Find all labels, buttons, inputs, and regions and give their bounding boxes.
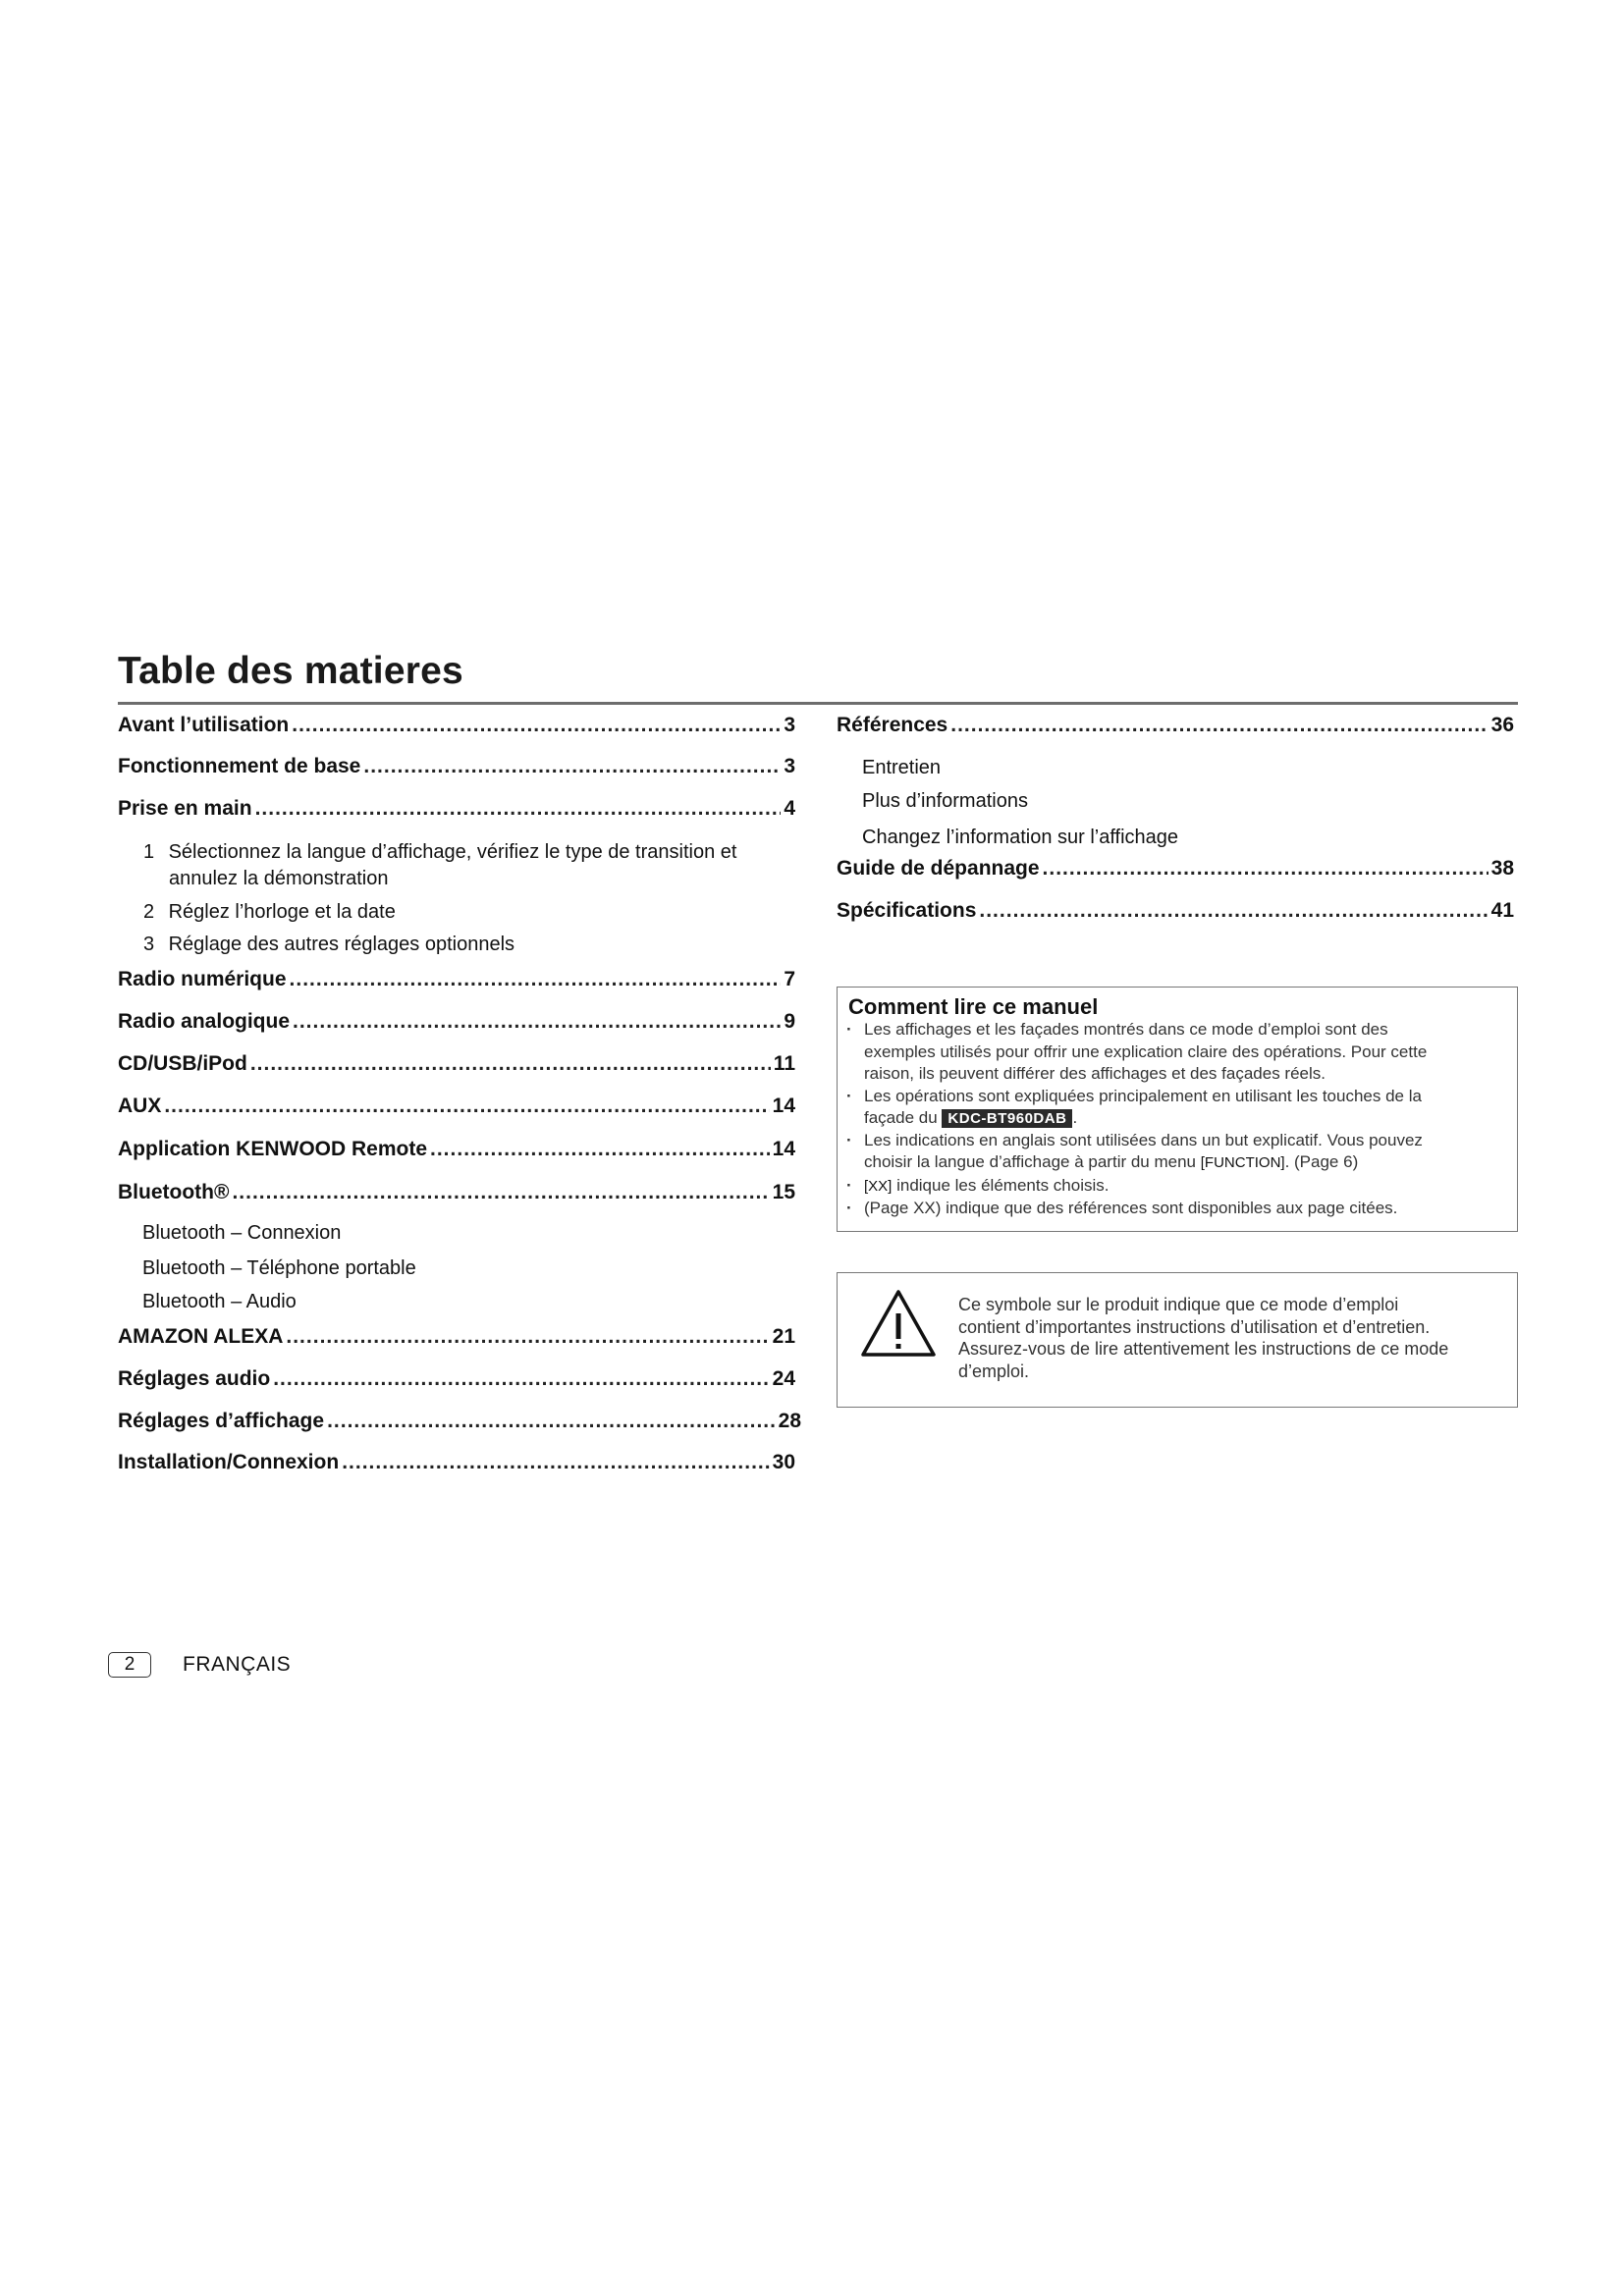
leader-dots — [1043, 857, 1489, 881]
toc-entry-radio-numerique[interactable] — [118, 968, 795, 991]
toc-entry-page: 21 — [772, 1325, 795, 1348]
bullet-line: · Les opérations sont expliquées principalement en utilisant les touches de la — [864, 1086, 1422, 1105]
toc-entry-label: Fonctionnement de base — [118, 755, 361, 777]
manual-info-bullets — [844, 1019, 1512, 1220]
toc-sub-step-3[interactable] — [143, 934, 514, 956]
toc-entry-label: CD/USB/iPod — [118, 1052, 247, 1075]
step-number: 1 — [143, 841, 155, 863]
toc-entry-page: 4 — [784, 797, 795, 820]
leader-dots — [292, 714, 781, 737]
toc-entry-page: 7 — [784, 968, 795, 990]
toc-entry-cd-usb-ipod[interactable] — [118, 1052, 795, 1076]
toc-entry-label: Radio numérique — [118, 968, 287, 990]
leader-dots — [327, 1410, 776, 1433]
manual-bullet-3 — [844, 1130, 1512, 1175]
toc-entry-bluetooth[interactable] — [118, 1181, 795, 1204]
toc-entry-page: 36 — [1490, 714, 1514, 736]
bullet-text: façade du — [864, 1108, 938, 1127]
bullet-line — [864, 1107, 1512, 1130]
leader-dots — [255, 797, 782, 821]
warning-line: contient d’importantes instructions d’utilisation et d’entretien. — [958, 1316, 1431, 1337]
leader-dots — [164, 1095, 769, 1118]
toc-entry-label: Références — [837, 714, 948, 736]
bullet-line: exemples utilisés pour offrir une explication claire des opérations. Pour cette — [864, 1041, 1428, 1061]
toc-entry-page: 28 — [778, 1410, 801, 1432]
toc-entry-page: 11 — [773, 1052, 795, 1075]
step-text: Réglez l’horloge et la date — [168, 901, 396, 923]
toc-entry-label: Installation/Connexion — [118, 1451, 340, 1473]
step-text: Sélectionnez la langue d’affichage, vérifiez le type de transition et — [168, 841, 737, 863]
toc-entry-radio-analogique[interactable] — [118, 1010, 795, 1034]
toc-entry-installation-connexion[interactable] — [118, 1451, 795, 1474]
toc-entry-reglages-audio[interactable] — [118, 1367, 795, 1391]
leader-dots — [273, 1367, 769, 1391]
toc-entry-label: AUX — [118, 1095, 162, 1117]
bullet-line: · Les indications en anglais sont utilisées dans un but explicatif. Vous pouvez — [864, 1130, 1423, 1149]
page-number: 2 — [108, 1652, 151, 1678]
toc-sub-step-1[interactable] — [143, 839, 791, 892]
toc-entry-page: 3 — [784, 714, 795, 736]
manual-bullet-2 — [844, 1086, 1512, 1130]
manual-bullet-4 — [844, 1175, 1512, 1199]
bullet-text: . — [1072, 1108, 1078, 1127]
manual-info-title: Comment lire ce manuel — [848, 994, 1099, 1019]
warning-line: Ce symbole sur le produit indique que ce mode d’emploi — [958, 1295, 1399, 1314]
bullet-text: (Page XX) indique que des références sont disponibles aux page citées. — [864, 1199, 1398, 1217]
toc-entry-label: Radio analogique — [118, 1010, 291, 1033]
toc-entry-page: 15 — [772, 1181, 795, 1203]
leader-dots — [363, 755, 781, 778]
toc-entry-prise-en-main[interactable] — [118, 797, 795, 821]
leader-dots — [342, 1451, 769, 1474]
toc-entry-fonctionnement-de-base[interactable] — [118, 755, 795, 778]
toc-entry-page: 38 — [1490, 857, 1514, 880]
toc-sub-entretien[interactable]: Entretien — [862, 757, 942, 778]
toc-entry-label: Guide de dépannage — [837, 857, 1040, 880]
leader-dots — [293, 1010, 781, 1034]
toc-entry-label: Spécifications — [837, 899, 977, 922]
toc-entry-label: Réglages audio — [118, 1367, 271, 1390]
warning-triangle-icon — [860, 1288, 937, 1359]
toc-entry-specifications[interactable] — [837, 899, 1514, 923]
toc-sub-bluetooth-telephone[interactable]: Bluetooth – Téléphone portable — [142, 1257, 416, 1279]
model-badge: KDC-BT960DAB — [942, 1109, 1072, 1128]
toc-entry-guide-depannage[interactable] — [837, 857, 1514, 881]
leader-dots — [950, 714, 1488, 737]
toc-entry-page: 3 — [784, 755, 795, 777]
manual-bullet-5 — [844, 1198, 1512, 1220]
warning-line: d’emploi. — [958, 1361, 1030, 1381]
toc-entry-avant-utilisation[interactable] — [118, 714, 795, 737]
toc-entry-label: Avant l’utilisation — [118, 714, 290, 736]
title-divider — [118, 702, 1518, 705]
toc-entry-aux[interactable] — [118, 1095, 795, 1118]
toc-entry-reglages-affichage[interactable] — [118, 1410, 801, 1433]
bullet-text: choisir la langue d’affichage à partir du menu — [864, 1152, 1197, 1171]
toc-entry-label: AMAZON ALEXA — [118, 1325, 284, 1348]
page-title: Table des matieres — [118, 650, 463, 692]
toc-entry-page: 9 — [784, 1010, 795, 1033]
warning-line: Assurez-vous de lire attentivement les instructions de ce mode — [958, 1339, 1449, 1359]
bullet-line: · Les affichages et les façades montrés dans ce mode d’emploi sont des — [864, 1020, 1388, 1039]
step-number: 3 — [143, 934, 155, 955]
toc-entry-amazon-alexa[interactable] — [118, 1325, 795, 1349]
leader-dots — [430, 1138, 770, 1161]
leader-dots — [290, 968, 782, 991]
toc-entry-page: 30 — [772, 1451, 795, 1473]
footer-language: FRANÇAIS — [183, 1653, 292, 1676]
toc-entry-label: Bluetooth® — [118, 1181, 230, 1203]
bullet-text: . (Page 6) — [1284, 1152, 1359, 1171]
leader-dots — [250, 1052, 771, 1076]
toc-sub-bluetooth-audio[interactable]: Bluetooth – Audio — [142, 1291, 297, 1312]
toc-sub-step-2[interactable] — [143, 901, 396, 924]
step-text: Réglage des autres réglages optionnels — [168, 934, 515, 955]
toc-sub-plus-informations[interactable]: Plus d’informations — [862, 790, 1028, 812]
toc-entry-page: 14 — [772, 1138, 795, 1160]
leader-dots — [979, 899, 1488, 923]
toc-entry-kenwood-remote[interactable] — [118, 1138, 795, 1161]
toc-entry-page: 14 — [772, 1095, 795, 1117]
step-number: 2 — [143, 901, 155, 923]
leader-dots — [232, 1181, 769, 1204]
bullet-line — [864, 1151, 1512, 1175]
toc-sub-bluetooth-connexion[interactable]: Bluetooth – Connexion — [142, 1222, 342, 1244]
toc-entry-references[interactable] — [837, 714, 1514, 737]
toc-entry-label: Application KENWOOD Remote — [118, 1138, 428, 1160]
toc-entry-page: 41 — [1490, 899, 1514, 922]
bullet-text: indique les éléments choisis. — [896, 1175, 1110, 1195]
warning-text — [958, 1294, 1508, 1382]
bullet-line: raison, ils peuvent différer des affichages et des façades réels. — [864, 1064, 1326, 1083]
toc-entry-label: Prise en main — [118, 797, 252, 820]
toc-entry-label: Réglages d’affichage — [118, 1410, 325, 1432]
toc-sub-changez-information[interactable]: Changez l’information sur l’affichage — [862, 827, 1179, 848]
leader-dots — [286, 1325, 769, 1349]
toc-entry-page: 24 — [772, 1367, 795, 1390]
xx-tag: [XX] — [864, 1177, 893, 1195]
manual-bullet-1 — [844, 1019, 1512, 1086]
step-text-continued: annulez la démonstration — [169, 868, 389, 889]
function-tag: [FUNCTION] — [1200, 1154, 1285, 1171]
